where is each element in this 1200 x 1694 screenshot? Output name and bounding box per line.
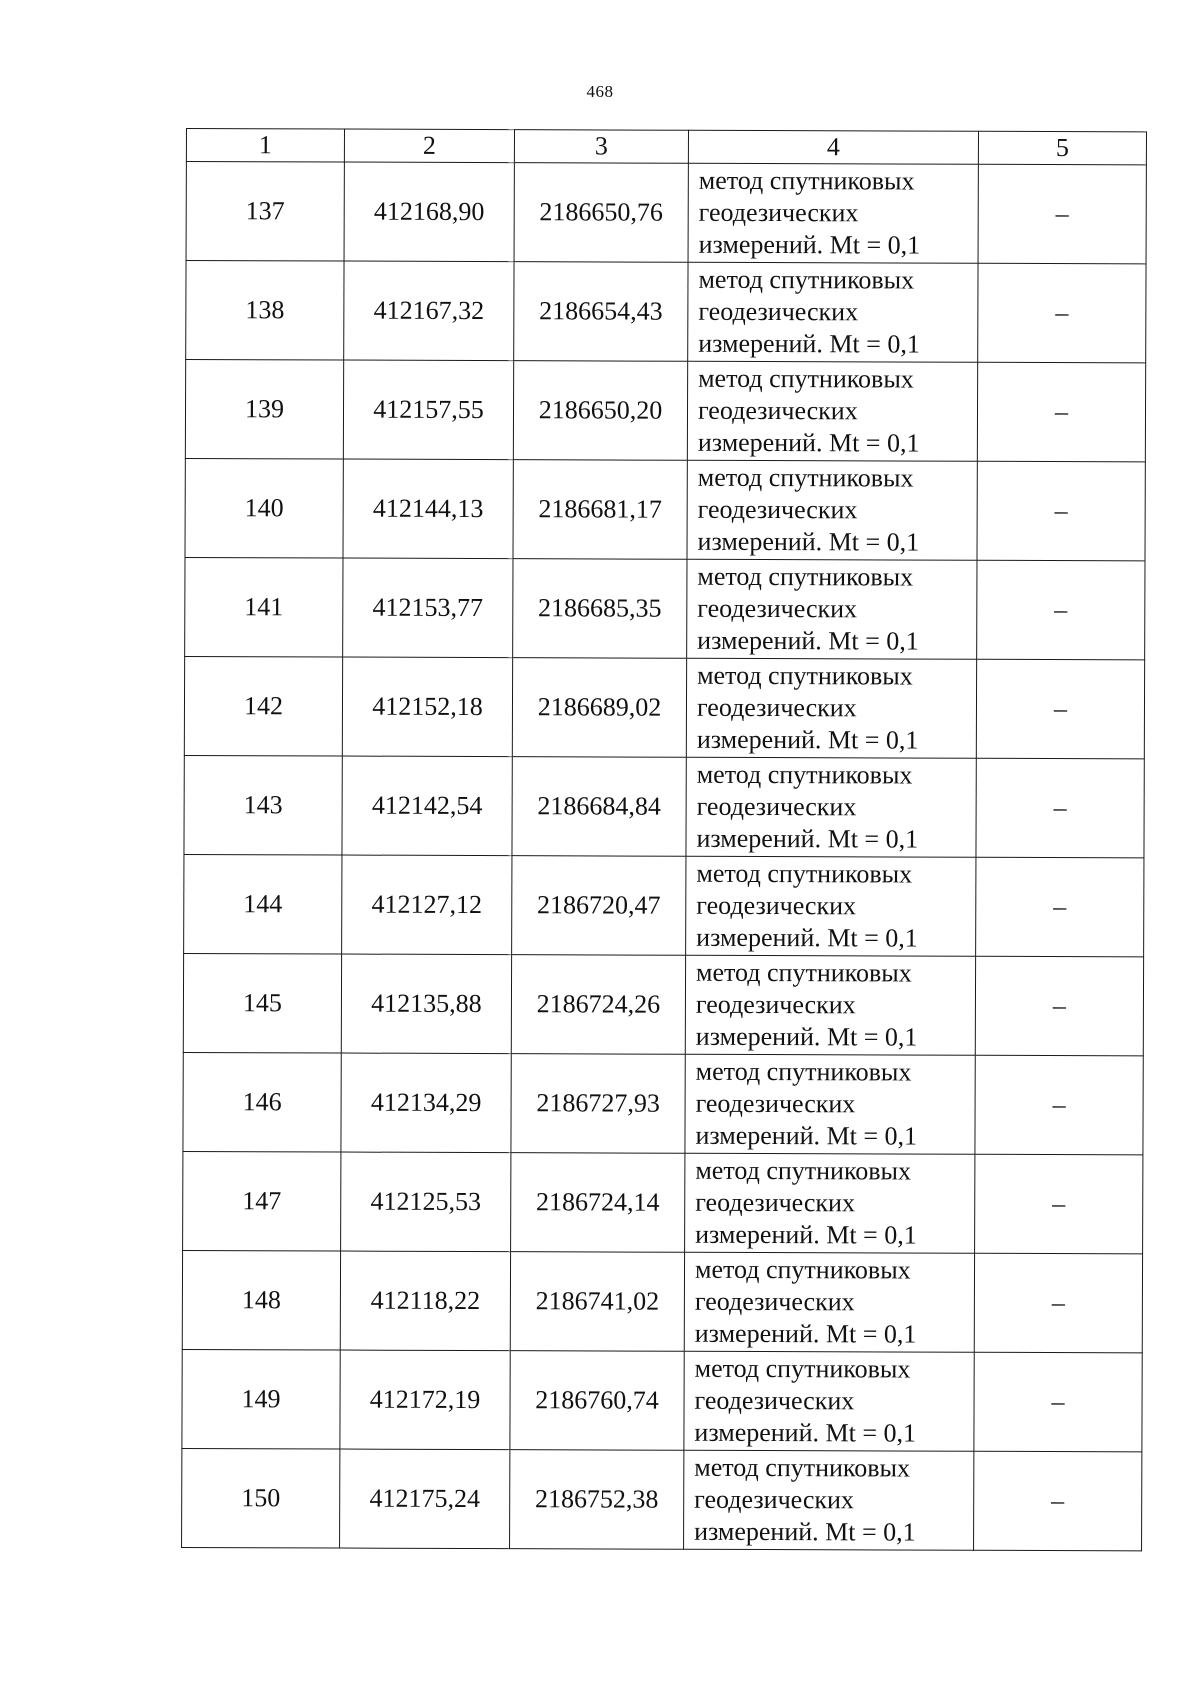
method-line: геодезических [696, 890, 857, 921]
x-coordinate-cell: 412153,77 [343, 558, 513, 658]
method-cell [684, 1351, 974, 1451]
method-line: измерений. Mt = 0,1 [697, 427, 920, 458]
method-cell [688, 163, 978, 263]
point-number-cell: 149 [182, 1349, 340, 1449]
method-line: измерений. Mt = 0,1 [694, 1417, 917, 1448]
y-coordinate-cell: 2186684,84 [512, 757, 686, 857]
method-line: измерений. Mt = 0,1 [698, 229, 921, 260]
method-line: геодезических [697, 395, 858, 426]
y-coordinate-cell: 2186741,02 [510, 1252, 684, 1352]
method-line: метод спутниковых [697, 462, 914, 493]
method-line: измерений. Mt = 0,1 [694, 1318, 917, 1349]
point-number-cell: 147 [183, 1151, 341, 1251]
point-number-cell: 142 [184, 656, 342, 756]
method-cell [687, 460, 977, 560]
method-cell [684, 1450, 974, 1550]
x-coordinate-cell: 412125,53 [341, 1152, 511, 1252]
method-line: измерений. Mt = 0,1 [698, 328, 920, 359]
method-line: измерений. Mt = 0,1 [694, 1516, 916, 1547]
table-row [184, 755, 1144, 857]
point-number-cell: 150 [182, 1448, 340, 1548]
y-coordinate-cell: 2186724,14 [511, 1153, 685, 1253]
col5-cell: – [976, 659, 1144, 759]
method-line: метод спутниковых [694, 1452, 911, 1483]
method-cell [686, 658, 976, 758]
method-line: геодезических [698, 197, 859, 228]
method-line: измерений. Mt = 0,1 [695, 1219, 917, 1250]
header-cell: 4 [688, 130, 978, 164]
y-coordinate-cell: 2186650,20 [513, 361, 687, 461]
col5-cell: – [975, 1154, 1143, 1254]
x-coordinate-cell: 412157,55 [343, 360, 513, 460]
table-row [184, 656, 1144, 758]
x-coordinate-cell: 412144,13 [343, 459, 513, 559]
table-row [183, 953, 1143, 1055]
table-header [186, 129, 1146, 165]
method-line: геодезических [698, 296, 859, 327]
x-coordinate-cell: 412175,24 [340, 1449, 510, 1549]
method-line: метод спутниковых [698, 363, 914, 394]
method-line: метод спутниковых [698, 264, 915, 295]
point-number-cell: 145 [183, 953, 341, 1053]
col5-cell: – [977, 362, 1145, 462]
table-row [186, 162, 1146, 264]
header-cell: 1 [186, 129, 344, 163]
table-row [182, 1250, 1142, 1352]
y-coordinate-cell: 2186727,93 [511, 1054, 685, 1154]
method-cell [685, 1153, 975, 1253]
point-number-cell: 148 [182, 1250, 340, 1350]
col5-cell: – [976, 857, 1144, 957]
col5-cell: – [974, 1352, 1142, 1452]
method-line: метод спутниковых [697, 561, 914, 592]
col5-cell: – [977, 461, 1145, 561]
table-row [186, 261, 1146, 363]
method-line: измерений. Mt = 0,1 [696, 724, 919, 755]
x-coordinate-cell: 412167,32 [344, 261, 514, 361]
method-cell [687, 361, 977, 461]
point-number-cell: 139 [185, 360, 343, 460]
x-coordinate-cell: 412152,18 [342, 657, 512, 757]
table-body [182, 162, 1147, 1551]
table-row [184, 854, 1144, 956]
page-number: 468 [586, 82, 614, 101]
method-cell [686, 856, 976, 956]
y-coordinate-cell: 2186724,26 [511, 955, 685, 1055]
method-line: измерений. Mt = 0,1 [697, 625, 919, 656]
table-row [185, 557, 1145, 659]
coordinates-table [181, 128, 1147, 1551]
method-line: геодезических [695, 1088, 856, 1119]
method-line: метод спутниковых [695, 1155, 912, 1186]
method-line: измерений. Mt = 0,1 [697, 526, 920, 557]
x-coordinate-cell: 412134,29 [341, 1053, 511, 1153]
table-row [185, 360, 1145, 462]
method-line: измерений. Mt = 0,1 [696, 823, 919, 854]
y-coordinate-cell: 2186654,43 [514, 262, 688, 362]
table-row [182, 1448, 1142, 1550]
x-coordinate-cell: 412135,88 [341, 954, 511, 1054]
method-line: метод спутниковых [696, 858, 913, 889]
header-cell: 2 [344, 129, 514, 163]
method-line: геодезических [695, 989, 856, 1020]
y-coordinate-cell: 2186650,76 [514, 163, 688, 263]
point-number-cell: 137 [186, 162, 344, 262]
y-coordinate-cell: 2186752,38 [510, 1450, 684, 1550]
col5-cell: – [978, 164, 1146, 264]
x-coordinate-cell: 412118,22 [340, 1251, 510, 1351]
method-line: метод спутниковых [694, 1254, 911, 1285]
y-coordinate-cell: 2186681,17 [513, 460, 687, 560]
point-number-cell: 143 [184, 755, 342, 855]
y-coordinate-cell: 2186689,02 [512, 658, 686, 758]
method-line: геодезических [694, 1385, 855, 1416]
point-number-cell: 138 [186, 261, 344, 361]
x-coordinate-cell: 412142,54 [342, 756, 512, 856]
method-line: геодезических [696, 692, 857, 723]
col5-cell: – [974, 1253, 1142, 1353]
method-line: измерений. Mt = 0,1 [696, 922, 918, 953]
method-line: геодезических [695, 1187, 856, 1218]
table-row [183, 1052, 1143, 1154]
method-line: измерений. Mt = 0,1 [695, 1120, 918, 1151]
point-number-cell: 140 [185, 458, 343, 558]
header-cell: 5 [978, 131, 1146, 165]
method-cell [686, 757, 976, 857]
method-line: метод спутниковых [695, 1056, 912, 1087]
col5-cell: – [977, 560, 1145, 660]
method-line: геодезических [694, 1286, 855, 1317]
x-coordinate-cell: 412168,90 [344, 162, 514, 262]
col5-cell: – [974, 1451, 1142, 1551]
method-cell [685, 1054, 975, 1154]
method-line: метод спутниковых [698, 165, 915, 196]
method-line: метод спутниковых [696, 759, 913, 790]
method-cell [685, 955, 975, 1055]
point-number-cell: 146 [183, 1052, 341, 1152]
method-line: метод спутниковых [697, 660, 913, 691]
table-row [182, 1349, 1142, 1451]
y-coordinate-cell: 2186760,74 [510, 1351, 684, 1451]
point-number-cell: 141 [185, 557, 343, 657]
col5-cell: – [975, 1055, 1143, 1155]
point-number-cell: 144 [184, 854, 342, 954]
method-cell [688, 262, 978, 362]
header-cell: 3 [514, 130, 688, 164]
x-coordinate-cell: 412172,19 [340, 1350, 510, 1450]
method-cell [684, 1252, 974, 1352]
header-row [186, 129, 1146, 165]
method-line: метод спутниковых [694, 1353, 911, 1384]
col5-cell: – [975, 956, 1143, 1056]
table-row [183, 1151, 1143, 1253]
x-coordinate-cell: 412127,12 [342, 855, 512, 955]
col5-cell: – [976, 758, 1144, 858]
y-coordinate-cell: 2186685,35 [513, 559, 687, 659]
method-line: геодезических [697, 494, 858, 525]
col5-cell: – [978, 263, 1146, 363]
method-line: геодезических [697, 593, 858, 624]
method-line: метод спутниковых [696, 957, 912, 988]
method-line: геодезических [694, 1484, 855, 1515]
method-cell [687, 559, 977, 659]
method-line: измерений. Mt = 0,1 [695, 1021, 918, 1052]
table-row [185, 458, 1145, 560]
method-line: геодезических [696, 791, 857, 822]
y-coordinate-cell: 2186720,47 [512, 856, 686, 956]
